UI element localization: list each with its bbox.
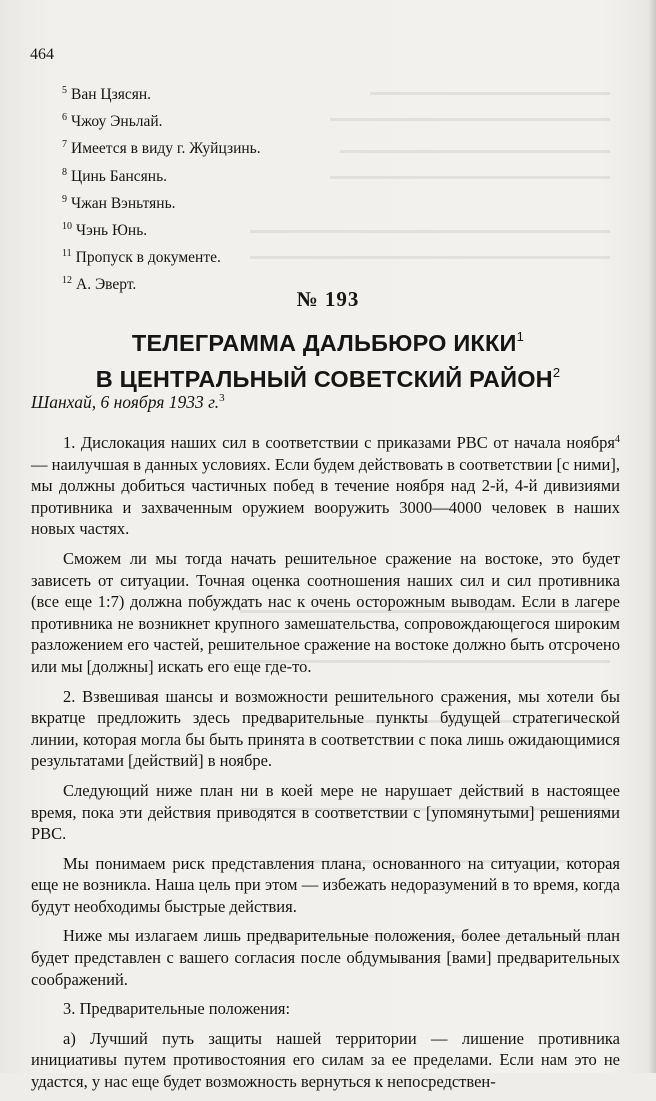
paragraph (31, 548, 620, 678)
footnote-item (62, 106, 261, 133)
footnote-number: 5 (62, 85, 67, 96)
paragraph-text: а) Лучший путь защиты нашей территории — лишение противника инициативы путем противостояния его силам за ее пределами. Если нам это не удастся, у нас еще будет возможность вернуться к непосредствен- (31, 1028, 620, 1092)
footnote-number: 8 (62, 166, 67, 178)
footnote-number: 12 (62, 275, 72, 287)
footnote-number: 10 (62, 221, 72, 233)
paragraph-text: Сможем ли мы тогда начать решительное сражение на востоке, это будет зависеть от ситуации. Точная оценка соотношения наших сил и сил противника (все еще 1:7) должна побуждать нас к очень осторожным выводам. Если в лагере противника не возникнет крупного замешательства, сопровождающегося широким разложением его частей, решительное сражение на востоке должно быть отсрочено или мы [должны] искать его еще где-то. (31, 548, 620, 676)
paragraph (31, 853, 620, 918)
footnote-text: Чжан Вэньтянь. (71, 194, 176, 212)
footnote-ref: 4 (615, 434, 620, 445)
footnote-text: Цинь Бансянь. (71, 167, 168, 185)
footnote-item (62, 215, 261, 242)
title-line-1-text: ТЕЛЕГРАММА ДАЛЬБЮРО ИККИ (131, 330, 517, 356)
page-edge-shadow (648, 0, 656, 1073)
dateline (31, 392, 225, 413)
footnote-item (62, 161, 261, 188)
footnote-text: Чжоу Эньлай. (71, 113, 163, 131)
paragraph (31, 998, 620, 1020)
title-line-2-text: В ЦЕНТРАЛЬНЫЙ СОВЕТСКИЙ РАЙОН (95, 366, 553, 392)
title-footnote-ref-2: 2 (552, 365, 561, 380)
dateline-footnote-ref: 3 (219, 392, 225, 404)
title-line-2 (0, 358, 656, 394)
footnote-item (62, 242, 261, 269)
paragraph-text: Следующий ниже план ни в коей мере не нарушает действий в настоящее время, пока эти действия приводятся в соответствии с [упомянутыми] решениями РВС. (31, 780, 620, 844)
footnote-text: Пропуск в документе. (75, 249, 221, 267)
paragraph-text: 2. Взвешивая шансы и возможности решительного сражения, мы хотели бы вкратце предложить здесь предварительные пункты будущей стратегической линии, которая могла бы быть принята в соответствии с пока лишь ожидающимися результатами [действий] в ноябре. (31, 686, 620, 771)
document-title (0, 322, 656, 394)
footnote-number: 6 (62, 112, 67, 124)
footnote-text: Чэнь Юнь. (76, 222, 148, 240)
paragraph-text: 3. Предварительные положения: (63, 999, 291, 1019)
paragraph-text: Ниже мы излагаем лишь предварительные положения, более детальный план будет представлен с вашего согласия после обдумывания [вами] предварительных соображений. (31, 926, 620, 989)
paragraph-text: — наилучшая в данных условиях. Если будем действовать в соответствии [с ними], мы должны добиться частичных побед в течение ноября над 2-й, 4-й дивизиями противника и захваченным оружием вооружить 3000—4000 человек в наших новых частях. (31, 454, 620, 539)
paragraph-text: Мы понимаем риск представления плана, основанного на ситуации, которая еще не возникла. Наша цель при этом — избежать недоразумений в то время, когда будут необходимы быстрые действия. (31, 853, 620, 916)
title-line-1 (0, 322, 656, 358)
page-number: 464 (30, 46, 54, 63)
footnote-text: Имеется в виду г. Жуйцзинь. (71, 140, 261, 158)
title-footnote-ref-1: 1 (516, 329, 525, 344)
paragraph (31, 780, 620, 845)
footnote-item (62, 79, 261, 106)
footnote-text: Ван Цзясян. (71, 86, 152, 103)
footnote-text: А. Эверт. (76, 276, 137, 294)
paragraph (31, 1028, 620, 1093)
footnote-number: 9 (62, 193, 67, 205)
dateline-text: Шанхай, 6 ноября 1933 г. (31, 392, 220, 412)
footnote-item (62, 188, 261, 215)
document-body (31, 429, 620, 1101)
footnotes-list (62, 79, 261, 297)
paragraph (31, 686, 620, 772)
paragraph (31, 925, 620, 990)
paragraph (31, 429, 620, 540)
footnote-item (62, 133, 261, 160)
footnote-number: 11 (62, 248, 72, 260)
paragraph-text: 1. Дислокация наших сил в соответствии с приказами РВС от начала ноября (63, 433, 615, 452)
document-number: № 193 (296, 287, 360, 311)
footnote-number: 7 (62, 139, 67, 151)
